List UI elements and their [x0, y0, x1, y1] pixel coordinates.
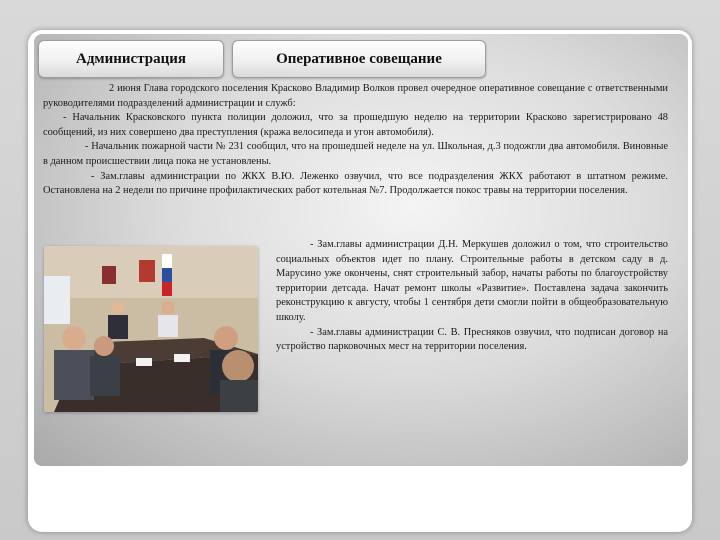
- tab-operational-meeting[interactable]: Оперативное совещание: [232, 40, 486, 78]
- report-text: [43, 82, 668, 199]
- police-report-paragraph: - Начальник Красковского пункта полиции доложил, что за прошедшую неделю на территории Красково зарегистрировано 48 сообщений, из них совершено два преступления (кража велосипеда и угон автомобиля).: [43, 112, 668, 138]
- fire-report-paragraph: - Начальник пожарной части № 231 сообщил, что на прошедшей неделе на ул. Школьная, д.3 подожгли два автомобиля. Виновные в данном происшествии лица пока не установлены.: [43, 141, 668, 167]
- housing-report-paragraph: - Зам.главы администрации по ЖКХ В.Ю. Леженко озвучил, что все подразделения ЖКХ работают в штатном режиме. Остановлена на 2 недели по причине профилактических работ котельная №7. Продолжается покос травы на территории поселения.: [43, 170, 668, 197]
- intro-paragraph: 2 июня Глава городского поселения Красково Владимир Волков провел очередное оперативное совещание с ответственными руководителями подразделений администрации и служб:: [43, 83, 668, 109]
- parking-report-paragraph: - Зам.главы администрации С. В. Пресняков озвучил, что подписан договор на устройство парковочных мест на территории поселения.: [276, 326, 668, 353]
- construction-report-paragraph: - Зам.главы администрации Д.Н. Меркушев доложил о том, что строительство социальных объектов идет по плану. Строительные работы в детском саду в д. Марусино уже окончены, снят строительный забор, начаты работы по благоустройству территории детсада. Начат ремонт школы «Развитие». Поставлена задача закончить реконструкцию к августу, чтобы 1 сентября дети смогли пойти в общеобразовательную школу.: [276, 239, 668, 323]
- tab-administration[interactable]: Администрация: [38, 40, 224, 78]
- report-text-continued: [276, 238, 668, 355]
- meeting-photo-illustration: [44, 246, 258, 412]
- meeting-photo: [44, 246, 258, 412]
